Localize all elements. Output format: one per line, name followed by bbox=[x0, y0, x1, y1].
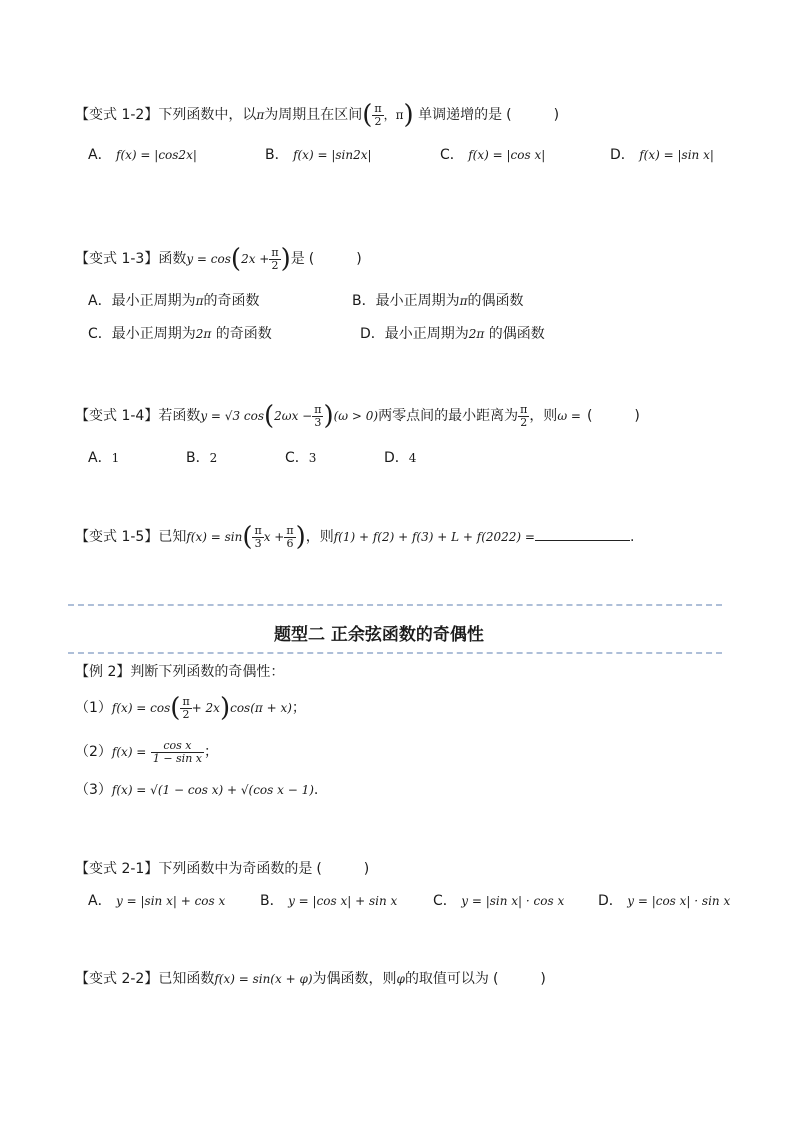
stem-text: 单调递增的是 bbox=[418, 107, 503, 123]
answer-blank[interactable] bbox=[535, 528, 630, 541]
denominator: 2 bbox=[520, 415, 528, 429]
option-key: B． bbox=[265, 147, 289, 163]
math-expr: y = cos bbox=[186, 252, 231, 266]
stem-text: 两零点间的最小距离为 bbox=[378, 408, 519, 424]
option-d bbox=[598, 890, 730, 910]
fraction bbox=[518, 404, 529, 429]
option-text: 的奇函数 bbox=[215, 326, 272, 342]
option-a bbox=[88, 890, 225, 910]
section-title: 题型二 正余弦函数的奇偶性 bbox=[274, 625, 484, 645]
math-expr: f(x) = sin(x + φ) bbox=[214, 972, 313, 986]
option-text: 最小正周期为 bbox=[375, 293, 460, 309]
option-key: B． bbox=[260, 893, 284, 909]
math-expr: f(x) = sin bbox=[186, 530, 243, 544]
option-b bbox=[186, 447, 217, 467]
option-expr: y = |cos x| · sin x bbox=[627, 894, 731, 908]
option-math: 2π bbox=[468, 327, 485, 341]
option-expr: f(x) = |cos x| bbox=[468, 148, 546, 162]
fraction bbox=[372, 103, 383, 128]
option-expr: f(x) = |sin2x| bbox=[293, 148, 372, 162]
denominator: 2 bbox=[182, 707, 190, 721]
stem-text: 已知函数 bbox=[158, 971, 215, 987]
answer-paren: ( ) bbox=[316, 861, 370, 877]
option-key: C． bbox=[285, 450, 309, 466]
left-paren: ( bbox=[230, 244, 242, 274]
option-d bbox=[610, 144, 714, 164]
end-punct: . bbox=[313, 782, 319, 798]
left-paren: ( bbox=[242, 522, 253, 552]
example-2-item-3 bbox=[75, 779, 318, 799]
option-value: 3 bbox=[308, 451, 317, 465]
section-divider-bottom bbox=[68, 652, 722, 654]
option-d bbox=[360, 323, 545, 343]
item-key: （3） bbox=[75, 782, 112, 798]
numerator: π bbox=[520, 402, 528, 416]
numerator: π bbox=[286, 523, 294, 537]
option-key: D． bbox=[384, 450, 409, 466]
math-pi: π bbox=[256, 108, 265, 122]
option-c bbox=[88, 323, 272, 343]
question-1-4-stem bbox=[75, 398, 640, 434]
math-expr: y = √3 cos bbox=[200, 409, 264, 423]
numerator: π bbox=[271, 245, 279, 259]
math-condition: (ω > 0) bbox=[333, 409, 379, 423]
option-value: 2 bbox=[209, 451, 218, 465]
stem-text: 是 bbox=[290, 251, 305, 267]
option-c bbox=[440, 144, 545, 164]
right-paren: ) bbox=[403, 100, 414, 130]
option-a bbox=[88, 290, 259, 310]
fraction bbox=[180, 696, 191, 721]
option-key: C． bbox=[88, 326, 112, 342]
question-2-1-stem bbox=[75, 858, 369, 878]
math-omega: ω = bbox=[557, 409, 581, 423]
left-paren: ( bbox=[170, 693, 181, 723]
option-value: 4 bbox=[408, 451, 417, 465]
option-key: A． bbox=[88, 893, 112, 909]
question-1-3-stem bbox=[75, 241, 362, 277]
option-math: 2π bbox=[195, 327, 212, 341]
interval-right: ，π bbox=[383, 108, 404, 122]
option-expr: f(x) = |cos2x| bbox=[116, 148, 197, 162]
stem-text: 函数 bbox=[158, 251, 187, 267]
math-expr: 2x + bbox=[241, 252, 270, 266]
option-b bbox=[260, 890, 397, 910]
question-label: 【变式 1-4】 bbox=[75, 408, 159, 424]
option-expr: y = |sin x| + cos x bbox=[116, 894, 226, 908]
option-text: 的奇函数 bbox=[203, 293, 260, 309]
question-label: 【变式 1-3】 bbox=[75, 251, 159, 267]
denominator: 2 bbox=[271, 258, 279, 272]
right-paren: ) bbox=[280, 244, 291, 274]
denominator: 1 − sin x bbox=[152, 751, 202, 765]
option-b bbox=[352, 290, 524, 310]
stem-text: ，则 bbox=[305, 529, 334, 545]
stem-text: 若函数 bbox=[158, 408, 201, 424]
fraction bbox=[151, 740, 204, 765]
math-expr: f(x) = √(1 − cos x) + √(cos x − 1) bbox=[111, 783, 314, 797]
stem-text: 下列函数中为奇函数的是 bbox=[158, 861, 313, 877]
option-key: C． bbox=[440, 147, 464, 163]
answer-paren: ( ) bbox=[308, 251, 362, 267]
right-paren: ) bbox=[295, 522, 306, 552]
question-label: 【变式 1-5】 bbox=[75, 529, 159, 545]
denominator: 6 bbox=[286, 536, 294, 550]
option-key: D． bbox=[360, 326, 385, 342]
denominator: 2 bbox=[374, 114, 382, 128]
fraction bbox=[269, 247, 280, 272]
example-2-item-2 bbox=[75, 734, 218, 770]
option-expr: y = |sin x| · cos x bbox=[461, 894, 565, 908]
example-2-item-1 bbox=[75, 690, 306, 726]
option-b bbox=[265, 144, 372, 164]
numerator: π bbox=[254, 523, 262, 537]
option-key: B． bbox=[186, 450, 210, 466]
option-c bbox=[285, 447, 316, 467]
option-c bbox=[433, 890, 564, 910]
math-phi: φ bbox=[396, 972, 405, 986]
stem-text: 为偶函数，则 bbox=[312, 971, 397, 987]
fraction bbox=[252, 525, 263, 550]
numerator: cos x bbox=[151, 740, 204, 753]
numerator: π bbox=[314, 402, 322, 416]
question-1-5-stem bbox=[75, 519, 634, 555]
option-a bbox=[88, 144, 197, 164]
answer-paren: ( ) bbox=[506, 107, 560, 123]
section-divider-top bbox=[68, 604, 722, 606]
stem-text: 已知 bbox=[158, 529, 187, 545]
stem-text: 下列函数中，以 bbox=[158, 107, 257, 123]
option-value: 1 bbox=[111, 451, 120, 465]
math-sum: f(1) + f(2) + f(3) + L + f(2022) = bbox=[333, 530, 535, 544]
option-text: 最小正周期为 bbox=[111, 293, 196, 309]
left-paren: ( bbox=[264, 401, 275, 431]
option-key: B． bbox=[352, 293, 376, 309]
option-d bbox=[384, 447, 416, 467]
option-key: D． bbox=[598, 893, 623, 909]
math-expr: f(x) = bbox=[111, 745, 147, 759]
right-paren: ) bbox=[219, 693, 231, 723]
math-expr: f(x) = cos bbox=[111, 701, 171, 715]
option-a bbox=[88, 447, 119, 467]
stem-text: 判断下列函数的奇偶性： bbox=[130, 664, 285, 680]
end-punct: ； bbox=[203, 744, 218, 760]
end-punct: ； bbox=[291, 700, 306, 716]
option-text: 的偶函数 bbox=[467, 293, 524, 309]
option-expr: f(x) = |sin x| bbox=[639, 148, 714, 162]
math-expr: + 2x bbox=[191, 701, 220, 715]
stem-text: 为周期且在区间 bbox=[264, 107, 363, 123]
question-label: 【变式 1-2】 bbox=[75, 107, 159, 123]
item-key: （2） bbox=[75, 744, 112, 760]
option-math: π bbox=[459, 294, 468, 308]
option-expr: y = |cos x| + sin x bbox=[288, 894, 398, 908]
option-key: A． bbox=[88, 147, 112, 163]
answer-paren: ( ) bbox=[586, 408, 640, 424]
math-expr: cos(π + x) bbox=[230, 701, 292, 715]
option-key: C． bbox=[433, 893, 457, 909]
numerator: π bbox=[374, 101, 382, 115]
option-key: A． bbox=[88, 450, 112, 466]
question-label: 【变式 2-1】 bbox=[75, 861, 159, 877]
option-text: 的偶函数 bbox=[488, 326, 545, 342]
period: . bbox=[629, 529, 635, 545]
option-math: π bbox=[195, 294, 204, 308]
stem-text: 的取值可以为 bbox=[404, 971, 489, 987]
stem-text: ，则 bbox=[529, 408, 558, 424]
option-text: 最小正周期为 bbox=[384, 326, 469, 342]
option-key: D． bbox=[610, 147, 635, 163]
question-2-2-stem bbox=[75, 968, 546, 988]
math-expr: x + bbox=[263, 530, 285, 544]
left-paren: ( bbox=[362, 100, 373, 130]
numerator: π bbox=[182, 694, 190, 708]
fraction bbox=[284, 525, 295, 550]
answer-paren: ( ) bbox=[492, 971, 546, 987]
option-key: A． bbox=[88, 293, 112, 309]
question-label: 【例 2】 bbox=[75, 664, 131, 680]
question-label: 【变式 2-2】 bbox=[75, 971, 159, 987]
question-1-2-stem bbox=[75, 97, 559, 133]
right-paren: ) bbox=[323, 401, 334, 431]
denominator: 3 bbox=[254, 536, 262, 550]
math-expr: 2ωx − bbox=[274, 409, 313, 423]
denominator: 3 bbox=[314, 415, 322, 429]
item-key: （1） bbox=[75, 700, 112, 716]
example-2-stem bbox=[75, 661, 284, 681]
option-text: 最小正周期为 bbox=[111, 326, 196, 342]
fraction bbox=[312, 404, 323, 429]
